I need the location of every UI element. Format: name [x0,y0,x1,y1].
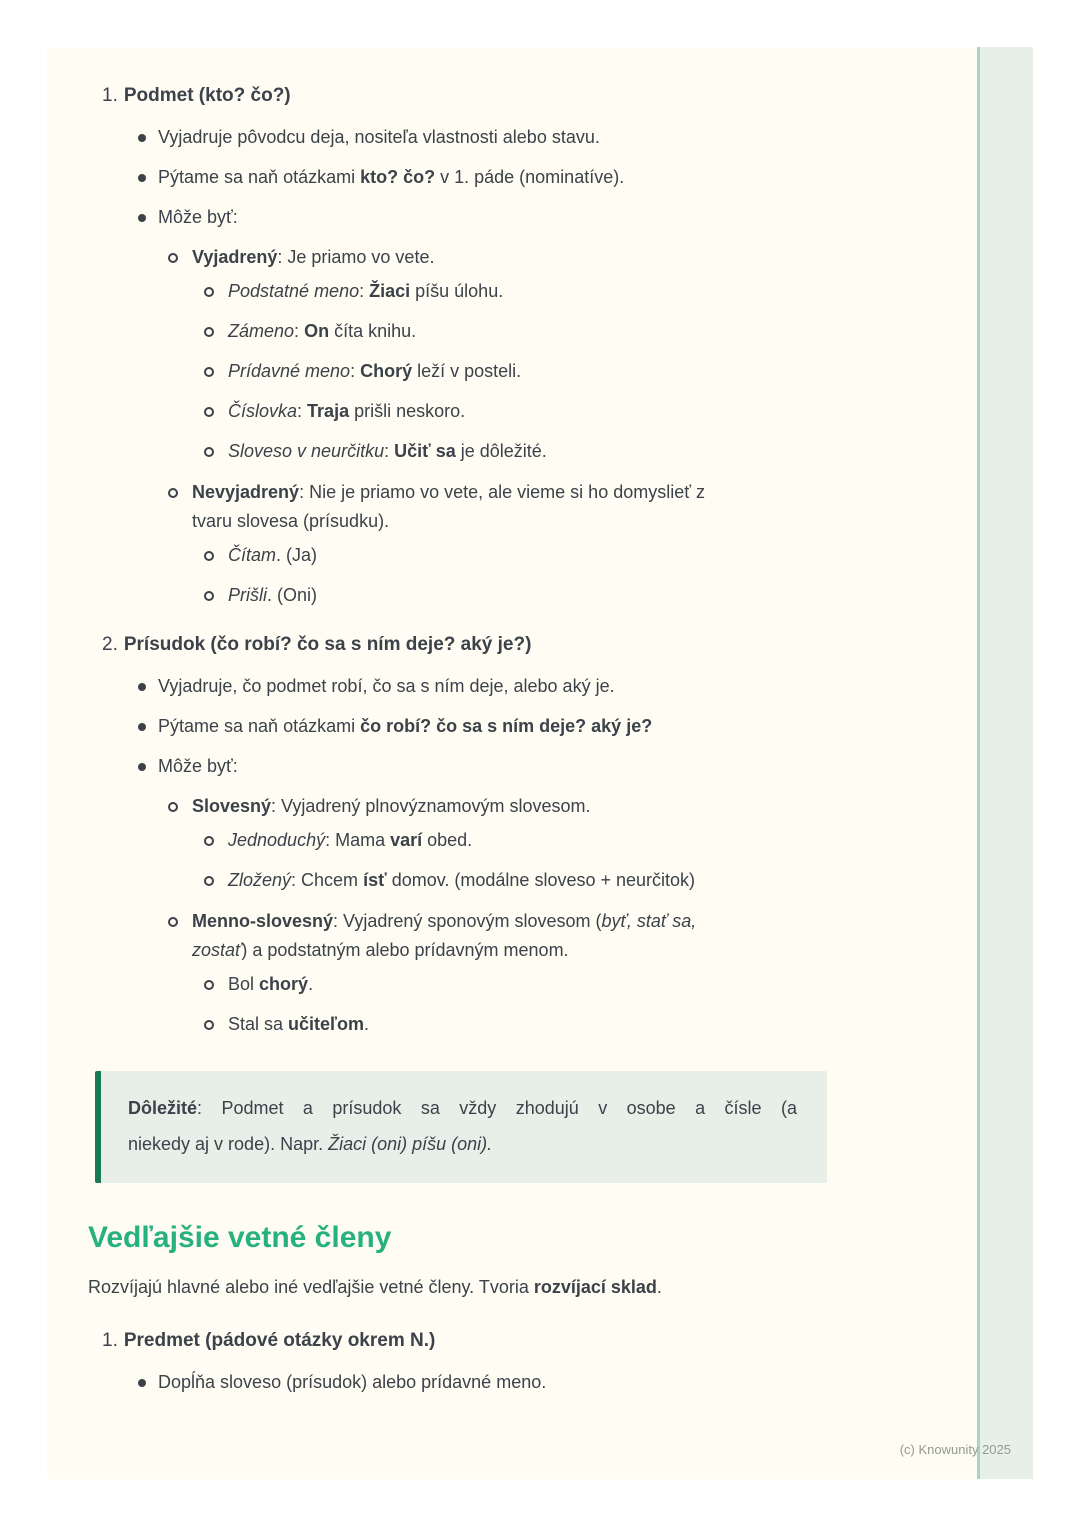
section-number: 1. [102,1330,118,1351]
text-run: zostať [192,940,242,960]
list-item-text [228,317,934,346]
text-run: Dôležité [128,1098,198,1118]
text-run: Pýtame sa naň otázkami [158,167,361,187]
list-item [204,357,934,386]
text-run: Slovesný [192,796,272,816]
numbered-section [88,632,934,1039]
text-run: Učiť sa [394,441,456,461]
section-number: 2. [102,634,118,655]
list-item-text [228,437,934,466]
text-run: . [656,1277,662,1297]
list-item [204,1010,934,1039]
list-item-text [228,397,934,426]
text-run: niekedy aj v rode). Napr. [128,1134,329,1154]
text-run: číta knihu. [329,321,417,341]
text-run: : Podmet a prísudok sa vždy zhodujú v osobe a čísle (a [197,1098,797,1118]
text-run: varí [390,830,423,850]
list-item [204,397,934,426]
list-item [204,581,934,610]
text-run: Vyjadruje pôvodcu deja, nositeľa vlastnosti alebo stavu. [158,127,600,147]
text-run: : Mama [325,830,391,850]
secondary-sentence-parts-sections [88,1328,934,1397]
text-run: : Vyjadrený plnovýznamovým slovesom. [271,796,591,816]
text-run: chorý [259,974,309,994]
list-item-text [228,866,934,895]
text-run: Stal sa [228,1014,289,1034]
text-run: v 1. páde (nominatíve). [435,167,625,187]
text-run: : Chcem [291,870,364,890]
list-item [136,1368,934,1397]
list-item-text [158,712,934,741]
list-item [168,243,934,466]
page-title: Vedľajšie vetné členy [88,1221,392,1254]
text-run: ) a podstatným alebo prídavným menom. [241,940,569,960]
list-item-text [192,243,934,272]
text-run: . (Oni) [267,585,318,605]
list-item [136,712,934,741]
list-item-text [158,752,934,781]
text-run: Dopĺňa sloveso (prísudok) alebo prídavné meno. [158,1372,547,1392]
text-run: prišli neskoro. [349,401,466,421]
list-item [136,123,934,152]
bullet-list-level-2 [158,243,934,610]
list-item-text [228,277,934,306]
section-number: 1. [102,85,118,106]
bullet-list-level-1 [102,123,934,610]
numbered-section [88,83,934,610]
section-title: Prísudok (čo robí? čo sa s ním deje? aký je?) [123,634,532,655]
text-run: Môže byť: [158,756,238,776]
list-item [136,203,934,610]
document-content [88,83,934,1419]
right-accent-strip [977,47,1033,1479]
text-run: : [359,281,370,301]
text-run: Menno-slovesný [192,911,334,931]
bullet-list-level-3 [192,277,934,466]
text-run: Vyjadrený [192,247,278,267]
list-item-text [228,357,934,386]
text-run: : Nie je priamo vo vete, ale vieme si ho domyslieť z [299,482,705,502]
text-run: : [294,321,305,341]
copyright-watermark: (c) Knowunity 2025 [899,1442,1011,1457]
bullet-list-level-3 [192,826,934,895]
list-item [204,277,934,306]
bullet-list-level-3 [192,541,934,610]
document-card [47,47,1033,1479]
text-run: . [308,974,314,994]
list-item-text [158,672,934,701]
list-item-text [192,478,934,536]
text-run: Jednoduchý [228,830,326,850]
text-run: Môže byť: [158,207,238,227]
list-item [204,541,934,570]
list-item [168,478,934,610]
list-item-text [228,541,934,570]
text-run: domov. (modálne sloveso + neurčitok) [386,870,696,890]
text-run: byť, stať sa, [601,911,697,931]
list-item-text [158,123,934,152]
list-item [204,866,934,895]
callout-text-line1 [128,1090,797,1126]
bullet-list-level-2 [158,792,934,1039]
text-run: Prídavné meno [228,361,351,381]
list-item-text [228,970,934,999]
text-run: Zámeno [228,321,295,341]
text-run: učiteľom [288,1014,364,1034]
list-item [204,437,934,466]
list-item [168,792,934,895]
text-run: : Je priamo vo vete. [277,247,435,267]
section-heading [102,632,934,658]
list-item-text [158,203,934,232]
numbered-section [88,1328,934,1397]
list-item-text [192,792,934,821]
list-item-text [158,1368,934,1397]
text-run: Bol [228,974,260,994]
section-heading [102,83,934,109]
text-run: Vyjadruje, čo podmet robí, čo sa s ním deje, alebo aký je. [158,676,615,696]
text-run: : Vyjadrený sponovým slovesom ( [333,911,602,931]
intro-paragraph [88,1273,934,1302]
bullet-list-level-1 [102,672,934,1039]
section-heading [102,1328,934,1354]
text-run: je dôležité. [455,441,547,461]
text-run: tvaru slovesa (prísudku). [192,511,390,531]
important-callout [95,1071,827,1183]
text-run: On [304,321,330,341]
list-item-text [228,581,934,610]
section-title: Podmet (kto? čo?) [123,85,291,106]
text-run: . (Ja) [276,545,318,565]
text-run: Podstatné meno [228,281,360,301]
bullet-list-level-1 [102,1368,934,1397]
text-run: Čítam [228,545,277,565]
text-run: : [350,361,361,381]
text-run: Chorý [360,361,413,381]
list-item-text [228,1010,934,1039]
callout-text-line2 [128,1126,797,1162]
text-run: rozvíjací sklad [533,1277,657,1297]
text-run: Pýtame sa naň otázkami [158,716,361,736]
text-run: Zložený [228,870,292,890]
text-run: Nevyjadrený [192,482,300,502]
text-run: Rozvíjajú hlavné alebo iné vedľajšie vetné členy. Tvoria [88,1277,534,1297]
text-run: Traja [307,401,350,421]
text-run: leží v posteli. [412,361,522,381]
list-item [204,826,934,855]
main-sentence-parts-sections [88,83,934,1039]
list-item [168,907,934,1039]
text-run: ísť [363,870,387,890]
list-item-text [158,163,934,192]
text-run: Sloveso v neurčitku [228,441,385,461]
text-run: : [384,441,395,461]
text-run: píšu úlohu. [410,281,504,301]
text-run: Žiaci [369,281,411,301]
text-run: čo robí? čo sa s ním deje? aký je? [360,716,653,736]
list-item [136,752,934,1039]
list-item [136,672,934,701]
text-run: obed. [422,830,473,850]
text-run: . [363,1014,369,1034]
list-item [136,163,934,192]
text-run: Číslovka [228,401,298,421]
list-item-text [228,826,934,855]
list-item [204,970,934,999]
list-item [204,317,934,346]
bullet-list-level-3 [192,970,934,1039]
section-title: Predmet (pádové otázky okrem N.) [123,1330,436,1351]
text-run: Prišli [228,585,267,605]
list-item-text [192,907,934,965]
text-run: kto? čo? [360,167,436,187]
text-run: Žiaci (oni) píšu (oni). [328,1134,493,1154]
text-run: : [297,401,308,421]
